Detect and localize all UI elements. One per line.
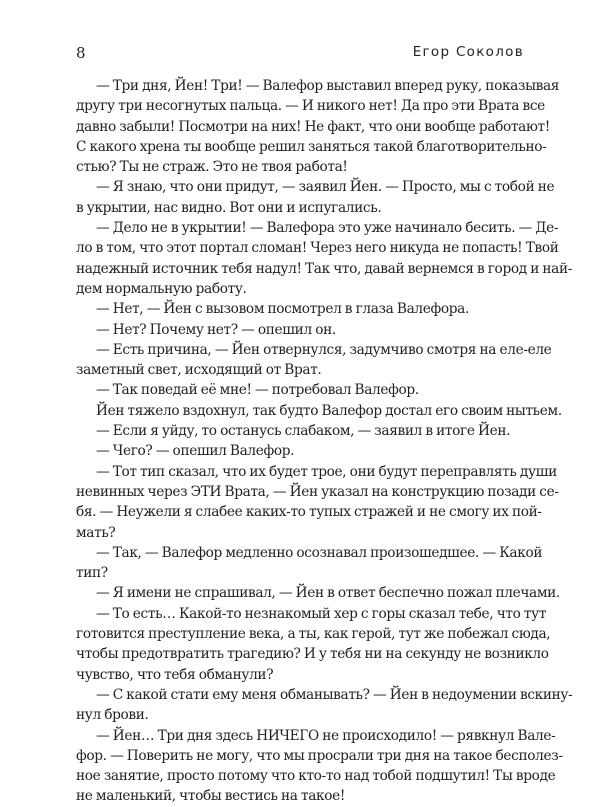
text-line: — Я знаю, что они придут, — заявил Йен. — Просто, мы с тобой не [96,179,555,196]
text-line: — Чего? — опешил Валефор. [96,443,295,460]
text-line: — Если я уйду, то останусь слабаком, — заявил в итоге Йен. [96,423,511,440]
text-line: С какого хрена ты вообще решил заняться такой благотворительно- [76,138,547,155]
text-line: — Нет, — Йен с вызовом посмотрел в глаза Валефора. [96,301,469,318]
text-line: стью? Ты не страж. Это не твоя работа! [76,159,348,176]
text-line: — Я имени не спрашивал, — Йен в ответ беспечно пожал плечами. [96,585,560,602]
text-line: давно забыли! Посмотри на них! Не факт, что они вообще работают! [76,118,550,135]
text-line: готовится преступление века, а ты, как герой, тут же побежал сюда, [76,626,551,643]
author-name: Егор Соколов [412,44,524,60]
text-line: ло в том, что этот портал сломан! Через него никуда не попасть! Твой [76,240,559,257]
text-line: бя. — Неужели я слабее каких-то тупых стражей и не смогу их пой- [76,504,542,521]
text-line: невинных через ЭТИ Врата, — Йен указал на конструкцию позади се- [76,483,559,500]
text-line: заметный свет, исходящий от Врат. [76,362,322,379]
text-line: надежный источник тебя надул! Так что, давай вернемся в город и най- [76,260,573,277]
text-line: — Три дня, Йен! Три! — Валефор выставил вперед руку, показывая [96,78,560,94]
text-line: — Нет? Почему нет? — опешил он. [96,321,336,338]
text-line: — Так, — Валефор медленно осознавал произошедшее. — Какой [96,544,543,561]
text-line: — Тот тип сказал, что их будет трое, они будут переправлять души [96,463,557,480]
text-line: тип? [76,565,108,582]
text-line: нул брови. [76,707,149,724]
text-line: фор. — Поверить не могу, что мы просрали три дня на такое бесполез- [76,747,563,764]
text-line: мать? [76,524,116,541]
text-line: в укрытии, нас видно. Вот они и испугались. [76,199,382,216]
text-line: ное занятие, просто потому что кто-то над тобой подшутил! Ты вроде [76,768,556,785]
text-line: дем нормальную работу. [76,280,247,297]
body-text [76,76,573,807]
text-line: чтобы предотвратить трагедию? И у тебя ни на секунду не возникло [76,646,549,663]
page-number: 8 [76,44,86,62]
text-line: другу три несогнутых пальца. — И никого нет! Да про эти Врата все [76,98,545,115]
text-line: не маленький, чтобы вестись на такое! [76,788,346,805]
text-line: — Дело не в укрытии! — Валефора это уже начинало бесить. — Де- [96,220,559,237]
text-line: Йен тяжело вздохнул, так будто Валефор достал его своим нытьем. [96,402,562,419]
text-line: чувство, что тебя обманули? [76,666,274,683]
text-line: — То есть… Какой-то незнакомый хер с горы сказал тебе, что тут [96,605,547,622]
text-line: — Есть причина, — Йен отвернулся, задумчиво смотря на еле-еле [96,341,552,358]
running-header [76,44,524,66]
text-line: — Так поведай её мне! — потребовал Валефор. [96,382,419,399]
text-line: — С какой стати ему меня обманывать? — Йен в недоумении вскину- [96,686,573,703]
text-line: — Йен… Три дня здесь НИЧЕГО не происходило! — рявкнул Вале- [96,727,556,744]
